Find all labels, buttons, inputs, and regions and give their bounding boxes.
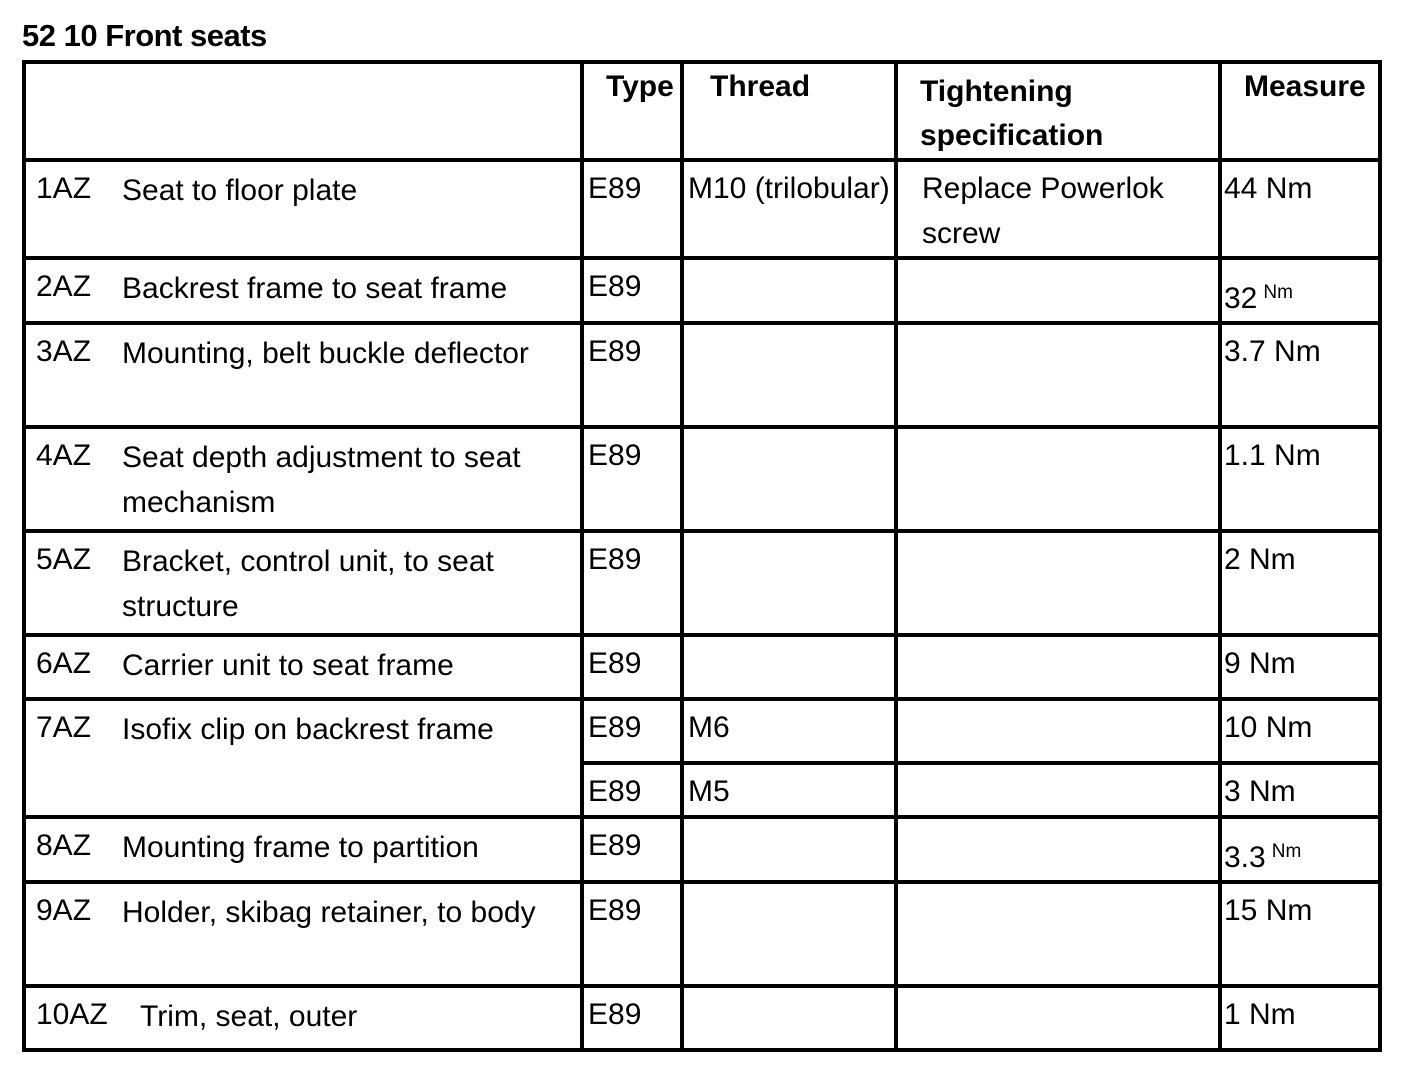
row-description <box>24 635 582 699</box>
row-measure: 9 Nm <box>1220 635 1380 699</box>
row-text: Holder, skibag retainer, to body <box>122 896 536 929</box>
row-description <box>24 258 582 323</box>
row-code: 1AZ <box>36 172 92 205</box>
row-thread <box>682 882 896 986</box>
row-description <box>24 817 582 882</box>
row-description <box>24 427 582 531</box>
row-thread <box>682 427 896 531</box>
header-type: Type <box>582 62 682 160</box>
row-code: 7AZ <box>36 711 92 744</box>
row-tightening: Replace Powerlok screw <box>896 160 1220 258</box>
row-measure: 2 Nm <box>1220 531 1380 635</box>
header-measure: Measure <box>1220 62 1380 160</box>
row-description <box>24 531 582 635</box>
measure-value: 3.3 <box>1224 841 1266 874</box>
row-measure: 1 Nm <box>1220 986 1380 1050</box>
row-description <box>24 323 582 427</box>
measure-value: 32 <box>1224 282 1258 315</box>
measure-unit: Nm <box>1271 841 1302 862</box>
row-code: 6AZ <box>36 647 92 680</box>
row-type: E89 <box>582 323 682 427</box>
row-code: 3AZ <box>36 335 92 368</box>
row-measure <box>1220 258 1380 323</box>
table-row <box>24 160 1380 258</box>
measure-unit: Nm <box>1263 282 1293 303</box>
row-tightening <box>896 699 1220 763</box>
row-description <box>24 882 582 986</box>
row-thread <box>682 817 896 882</box>
row-text: Carrier unit to seat frame <box>122 649 454 682</box>
row-tightening <box>896 635 1220 699</box>
header-tightening: Tightening specification <box>896 62 1220 160</box>
row-code: 9AZ <box>36 894 92 927</box>
row-tightening <box>896 258 1220 323</box>
row-type: E89 <box>582 817 682 882</box>
row-measure: 15 Nm <box>1220 882 1380 986</box>
row-type: E89 <box>582 160 682 258</box>
row-type: E89 <box>582 531 682 635</box>
row-type: E89 <box>582 635 682 699</box>
row-tightening <box>896 817 1220 882</box>
row-description <box>24 986 582 1050</box>
row-thread: M5 <box>682 763 896 817</box>
row-code: 10AZ <box>36 998 108 1031</box>
row-code: 8AZ <box>36 829 92 862</box>
row-type: E89 <box>582 427 682 531</box>
table-row <box>24 882 1380 986</box>
table-row <box>24 427 1380 531</box>
table-row <box>24 531 1380 635</box>
row-text: Trim, seat, outer <box>140 1000 358 1033</box>
row-measure: 3 Nm <box>1220 763 1380 817</box>
table-row <box>24 258 1380 323</box>
row-thread <box>682 531 896 635</box>
row-text: Seat to floor plate <box>122 174 358 207</box>
table-row <box>24 699 1380 763</box>
row-text: Backrest frame to seat frame <box>122 272 508 305</box>
row-text: Isofix clip on backrest frame <box>122 713 494 746</box>
page-title: 52 10 Front seats <box>22 18 267 53</box>
row-code: 5AZ <box>36 543 92 576</box>
table-row <box>24 635 1380 699</box>
row-thread <box>682 986 896 1050</box>
row-text: Mounting frame to partition <box>122 831 479 864</box>
row-type: E89 <box>582 986 682 1050</box>
row-type: E89 <box>582 763 682 817</box>
row-text: Seat depth adjustment to seat mechanism <box>122 441 521 519</box>
row-thread <box>682 635 896 699</box>
row-tightening <box>896 531 1220 635</box>
table-row <box>24 986 1380 1050</box>
row-type: E89 <box>582 882 682 986</box>
row-tightening <box>896 986 1220 1050</box>
row-measure: 10 Nm <box>1220 699 1380 763</box>
row-thread <box>682 323 896 427</box>
row-measure: 44 Nm <box>1220 160 1380 258</box>
row-type: E89 <box>582 258 682 323</box>
row-description <box>24 699 582 817</box>
row-tightening <box>896 323 1220 427</box>
table-row <box>24 323 1380 427</box>
header-thread: Thread <box>682 62 896 160</box>
row-measure: 3.7 Nm <box>1220 323 1380 427</box>
row-code: 4AZ <box>36 439 92 472</box>
header-description <box>24 62 582 160</box>
row-tightening <box>896 427 1220 531</box>
table-row <box>24 817 1380 882</box>
row-tightening <box>896 882 1220 986</box>
row-measure <box>1220 817 1380 882</box>
row-type: E89 <box>582 699 682 763</box>
row-thread <box>682 258 896 323</box>
row-text: Bracket, control unit, to seat structure <box>122 545 494 623</box>
header-row <box>24 62 1380 160</box>
row-thread: M10 (trilobular) <box>682 160 896 258</box>
row-measure: 1.1 Nm <box>1220 427 1380 531</box>
row-description <box>24 160 582 258</box>
torque-spec-table <box>22 60 1382 1052</box>
row-text: Mounting, belt buckle deflector <box>122 337 529 370</box>
row-thread: M6 <box>682 699 896 763</box>
row-tightening <box>896 763 1220 817</box>
row-code: 2AZ <box>36 270 92 303</box>
